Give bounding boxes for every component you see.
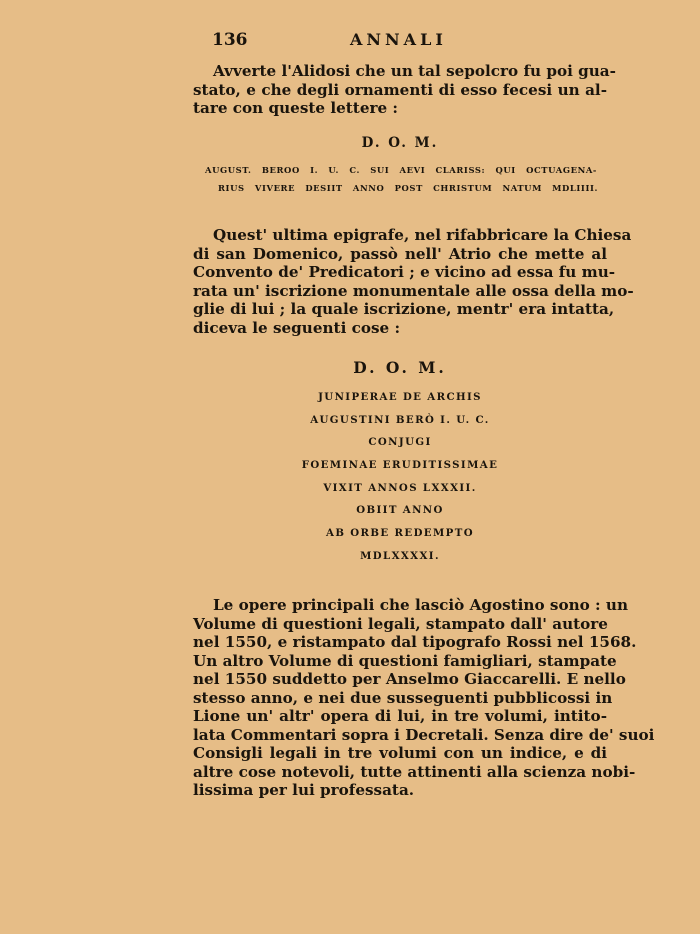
epitaph2-line: VIXIT ANNOS LXXXII.	[323, 482, 477, 494]
epitaph2-heading: D. O. M.	[353, 358, 447, 377]
text-line: Consigli legali in tre volumi con un indice, e di	[193, 744, 607, 762]
text-line: diceva le seguenti cose :	[193, 318, 401, 337]
text-line: rata un' iscrizione monumentale alle ossa della mo-	[193, 281, 634, 300]
epitaph2-line: CONJUGI	[368, 436, 432, 448]
text-line: nel 1550, e ristampato dal tipografo Rossi nel 1568.	[193, 633, 637, 651]
text-line: stato, e che degli ornamenti di esso fecesi un al-	[193, 80, 607, 99]
paragraph-alidosi	[193, 62, 616, 118]
text-line: Avverte l'Alidosi che un tal sepolcro fu poi gua-	[213, 62, 616, 80]
text-line: Convento de' Predicatori ; e vicino ad essa fu mu-	[193, 263, 616, 281]
epitaph2-line: AUGUSTINI BERÒ I. U. C.	[310, 414, 490, 426]
text-line: di san Domenico, passò nell' Atrio che mette al	[193, 244, 607, 263]
epitaph1-heading: D. O. M.	[361, 135, 439, 151]
text-line: altre cose notevoli, tutte attinenti alla scienza nobi-	[193, 762, 636, 781]
text-line: Volume di questioni legali, stampato dall' autore	[193, 614, 608, 633]
epitaph2-line: AB ORBE REDEMPTO	[326, 527, 474, 539]
epitaph2-line: JUNIPERAE DE ARCHIS	[318, 391, 482, 403]
paragraph-opere	[193, 596, 655, 800]
epitaph1-line: RIUS VIVERE DESIIT ANNO POST CHRISTUM NATUM MDLIIII.	[218, 183, 598, 193]
text-line: lata Commentari sopra i Decretali. Senza dire de' suoi	[193, 725, 655, 744]
epitaph2-line: FOEMINAE ERUDITISSIMAE	[301, 459, 499, 471]
epitaph2-line: OBIIT ANNO	[356, 504, 444, 516]
text-line: glie di lui ; la quale iscrizione, mentr' era intatta,	[193, 300, 615, 318]
text-line: Quest' ultima epigrafe, nel rifabbricare la Chiesa	[213, 226, 632, 244]
text-line: lissima per lui professata.	[193, 781, 415, 799]
text-line: Le opere principali che lasciò Agostino sono : un	[213, 596, 629, 614]
epitaph2-line: MDLXXXXI.	[360, 550, 440, 562]
epitaph1-line: AUGUST. BEROO I. U. C. SUI AEVI CLARISS: QUI OCTUAGENA-	[205, 165, 597, 175]
text-line: tare con queste lettere :	[193, 99, 399, 117]
running-title: ANNALI	[350, 30, 447, 49]
text-line: Un altro Volume di questioni famigliari, stampate	[193, 651, 617, 670]
paragraph-epigrafe	[193, 226, 634, 337]
text-line: Lione un' altr' opera di lui, in tre volumi, intito-	[193, 707, 607, 725]
text-line: nel 1550 suddetto per Anselmo Giaccarelli. E nello	[193, 670, 626, 688]
page-number: 136	[212, 30, 248, 50]
page-header	[212, 30, 612, 52]
text-line: stesso anno, e nei due susseguenti pubblicossi in	[193, 688, 613, 707]
